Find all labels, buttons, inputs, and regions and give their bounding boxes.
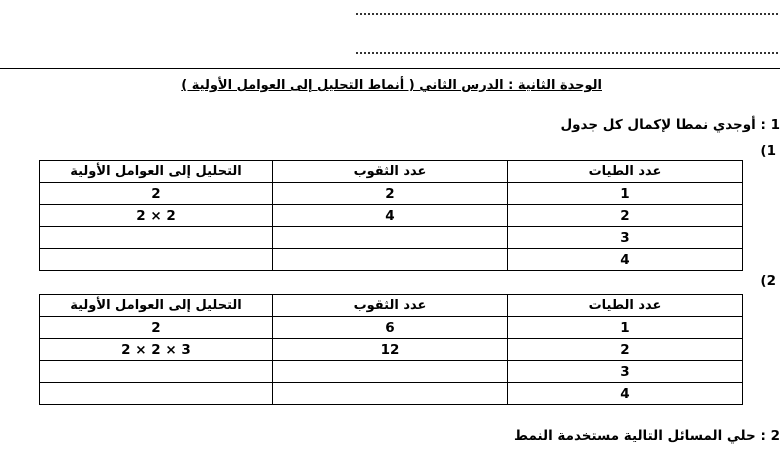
question-1-number: 1 [770, 117, 780, 133]
cell-holes: 6 [273, 317, 508, 339]
cell-factorization: 2 [40, 183, 273, 205]
header-folds: عدد الطيات [508, 161, 743, 183]
table-row [40, 183, 743, 205]
lesson-title: الوحدة الثانية : الدرس الثاني ( أنماط التحليل إلى العوامل الأولية ) [181, 78, 602, 93]
cell-factorization-blank[interactable] [40, 227, 273, 249]
header-prime-factorization: التحليل إلى العوامل الأولية [40, 295, 273, 317]
question-1 [560, 117, 780, 133]
table-row [40, 317, 743, 339]
cell-folds: 2 [508, 339, 743, 361]
table-2-label: 2) [760, 273, 776, 289]
cell-folds: 1 [508, 183, 743, 205]
question-1-text: : أوجدي نمطا لإكمال كل جدول [560, 117, 766, 133]
answer-dotted-line-1 [355, 13, 780, 15]
cell-factorization-blank[interactable] [40, 383, 273, 405]
cell-folds: 3 [508, 227, 743, 249]
cell-factorization-blank[interactable] [40, 361, 273, 383]
cell-folds: 4 [508, 249, 743, 271]
answer-dotted-line-2 [355, 52, 780, 54]
table-row [40, 205, 743, 227]
cell-holes-blank[interactable] [273, 227, 508, 249]
cell-factorization-blank[interactable] [40, 249, 273, 271]
cell-holes-blank[interactable] [273, 361, 508, 383]
pattern-table-2 [39, 294, 743, 405]
cell-holes: 12 [273, 339, 508, 361]
cell-factorization: 3 × 2 × 2 [40, 339, 273, 361]
table-header-row [40, 295, 743, 317]
table-row [40, 249, 743, 271]
cell-holes: 2 [273, 183, 508, 205]
cell-factorization: 2 × 2 [40, 205, 273, 227]
table-row [40, 383, 743, 405]
cell-folds: 4 [508, 383, 743, 405]
question-2 [514, 428, 780, 444]
cell-folds: 1 [508, 317, 743, 339]
table-header-row [40, 161, 743, 183]
table-row [40, 361, 743, 383]
table-row [40, 339, 743, 361]
header-prime-factorization: التحليل إلى العوامل الأولية [40, 161, 273, 183]
cell-folds: 3 [508, 361, 743, 383]
pattern-table-1 [39, 160, 743, 271]
table-1-label: 1) [760, 143, 776, 159]
cell-holes: 4 [273, 205, 508, 227]
header-folds: عدد الطيات [508, 295, 743, 317]
question-2-text: : حلي المسائل التالية مستخدمة النمط [513, 428, 766, 444]
cell-holes-blank[interactable] [273, 383, 508, 405]
divider-line [0, 68, 780, 69]
table-row [40, 227, 743, 249]
question-2-number: 2 [770, 428, 780, 444]
header-holes: عدد الثقوب [273, 295, 508, 317]
cell-folds: 2 [508, 205, 743, 227]
header-holes: عدد الثقوب [273, 161, 508, 183]
cell-holes-blank[interactable] [273, 249, 508, 271]
cell-factorization: 2 [40, 317, 273, 339]
